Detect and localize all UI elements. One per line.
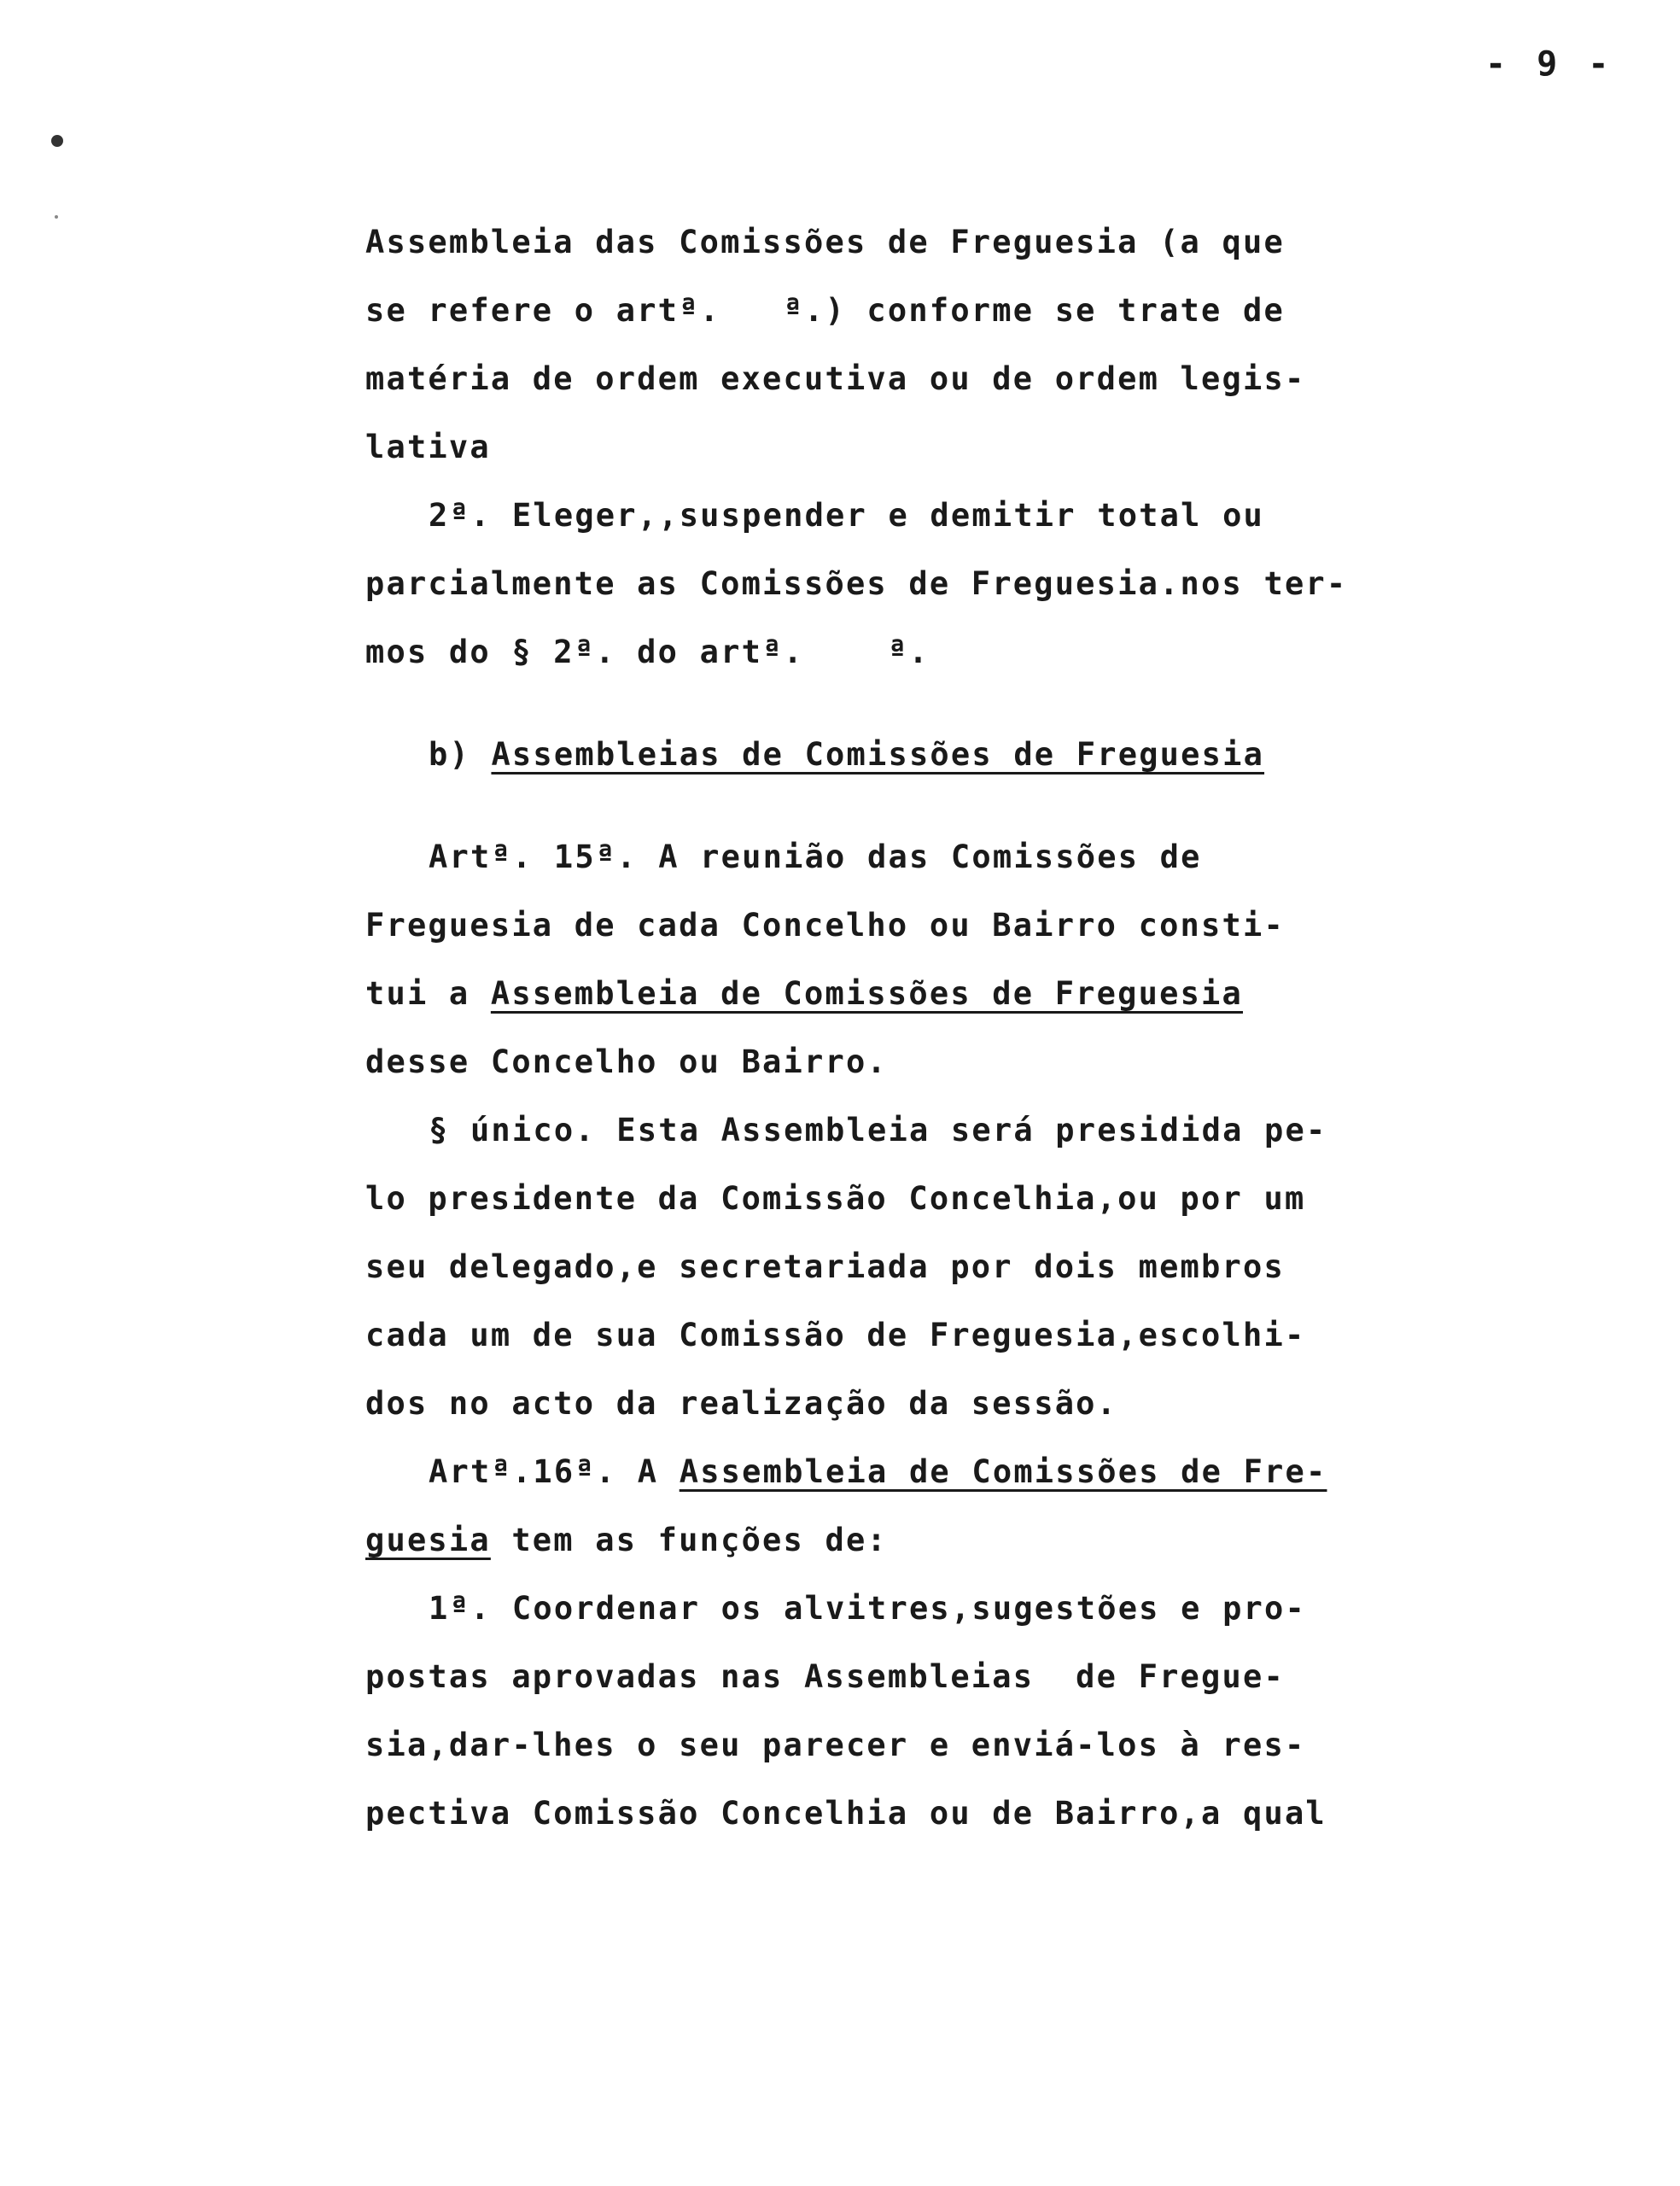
underlined-term: Assembleia de Comissões de Freguesia	[490, 975, 1243, 1012]
text-line: postas aprovadas nas Assembleias de Fregue-	[365, 1658, 1285, 1695]
text-line: dos no acto da realização da sessão.	[365, 1385, 1118, 1422]
text-line: se refere o artª. ª.) conforme se trate de	[365, 292, 1285, 329]
text-segment: tem as funções de:	[490, 1522, 888, 1558]
underlined-term: guesia	[365, 1522, 491, 1558]
text-line: 1ª. Coordenar os alvitres,sugestões e pro-	[429, 1590, 1306, 1627]
text-segment: Artª.16ª. A	[429, 1453, 680, 1490]
text-line: parcialmente as Comissões de Freguesia.nos ter-	[365, 565, 1348, 602]
scan-speck-mark-small	[55, 215, 58, 219]
text-line: lativa	[365, 429, 491, 465]
section-heading	[429, 736, 1264, 774]
underlined-term: Assembleia de Comissões de Fre-	[679, 1453, 1327, 1490]
text-line: lo presidente da Comissão Concelhia,ou por um	[365, 1180, 1306, 1217]
text-line: matéria de ordem executiva ou de ordem legis-	[365, 360, 1306, 397]
text-line: 2ª. Eleger,,suspender e demitir total ou	[429, 497, 1265, 534]
section-heading-prefix: b)	[429, 736, 492, 773]
text-segment: tui a	[365, 975, 491, 1012]
text-line: § único. Esta Assembleia será presidida pe-	[429, 1112, 1327, 1149]
article-line	[429, 1453, 1327, 1491]
text-line	[365, 1522, 888, 1559]
section-heading-title: Assembleias de Comissões de Freguesia	[491, 736, 1265, 773]
text-line	[365, 975, 1243, 1013]
text-line: mos do § 2ª. do artª. ª.	[365, 634, 930, 670]
text-line: Freguesia de cada Concelho ou Bairro consti-	[365, 907, 1285, 944]
scan-speck-mark	[51, 135, 63, 147]
text-line: seu delegado,e secretariada por dois membros	[365, 1248, 1285, 1285]
text-line: pectiva Comissão Concelhia ou de Bairro,a qual	[365, 1795, 1327, 1832]
page-number: - 9 -	[1485, 44, 1614, 84]
article-line: Artª. 15ª. A reunião das Comissões de	[429, 839, 1202, 875]
text-line: cada um de sua Comissão de Freguesia,escolhi-	[365, 1317, 1306, 1353]
text-line: sia,dar-lhes o seu parecer e enviá-los à res-	[365, 1727, 1306, 1763]
text-line: Assembleia das Comissões de Freguesia (a que	[365, 224, 1285, 260]
text-line: desse Concelho ou Bairro.	[365, 1043, 888, 1080]
